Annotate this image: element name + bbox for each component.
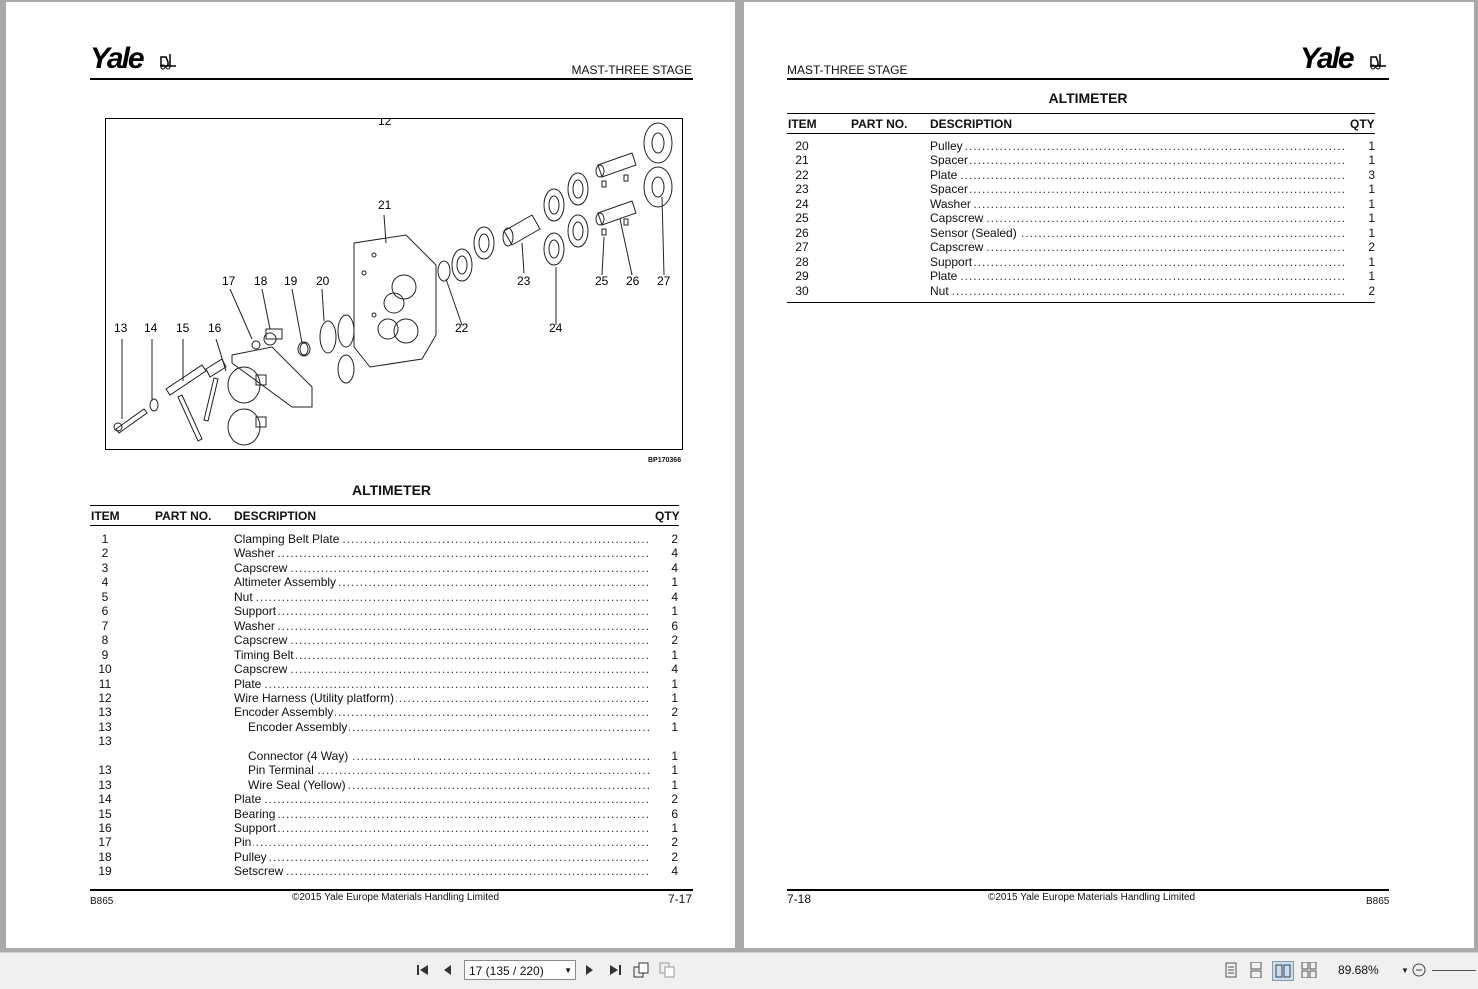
- table-row: [90, 705, 680, 719]
- row-qty: 4: [671, 662, 678, 677]
- row-description-text: Clamping Belt Plate: [234, 532, 340, 546]
- table-row: [787, 197, 1377, 211]
- row-description-text: Washer: [930, 196, 971, 211]
- callout-15: 15: [176, 321, 190, 335]
- callout-27: 27: [657, 274, 671, 288]
- table-header-rule: [90, 525, 679, 526]
- row-qty: 1: [1368, 153, 1375, 168]
- table-row: [787, 153, 1377, 167]
- table-row: [90, 807, 680, 821]
- table-row: [90, 677, 680, 691]
- row-description: [930, 182, 1346, 196]
- row-description-text: Support: [234, 821, 277, 835]
- row-description: [248, 749, 650, 763]
- row-description-text: Setscrew: [234, 864, 284, 879]
- table-row: [90, 850, 680, 864]
- callout-13: 13: [114, 321, 128, 335]
- footer-page-number: 7-18: [787, 892, 812, 906]
- row-description-text: Washer: [234, 618, 275, 633]
- callout-21: 21: [378, 198, 392, 212]
- table-row: [787, 255, 1377, 269]
- row-description: [930, 255, 1346, 269]
- row-item: 8: [101, 633, 109, 648]
- zoom-slider[interactable]: [1432, 970, 1476, 971]
- row-item: 15: [98, 806, 112, 821]
- row-description: [234, 590, 650, 604]
- table-row: [90, 532, 680, 546]
- table-row: [90, 619, 680, 633]
- row-description: [930, 197, 1346, 211]
- continuous-icon[interactable]: [1247, 961, 1265, 979]
- table-row: [90, 575, 680, 589]
- two-page-continuous-icon[interactable]: [1300, 961, 1318, 979]
- row-qty: 2: [671, 633, 678, 648]
- row-description: [248, 763, 650, 777]
- last-page-icon[interactable]: [606, 961, 624, 979]
- callout-25: 25: [595, 274, 609, 288]
- row-item: 12: [98, 690, 112, 705]
- row-description-text: Capscrew: [930, 211, 984, 226]
- row-description: [930, 153, 1346, 167]
- row-description: [930, 139, 1346, 153]
- row-qty: 1: [1368, 254, 1375, 269]
- row-qty: 2: [671, 849, 678, 864]
- row-description-text: Bearing: [234, 806, 276, 821]
- row-description-text: Spacer: [930, 153, 969, 168]
- row-item: 5: [101, 589, 109, 604]
- row-qty: 2: [1368, 283, 1375, 298]
- next-page-icon[interactable]: [581, 961, 599, 979]
- table-row: [787, 269, 1377, 283]
- row-qty: 1: [671, 676, 678, 691]
- table-row: [90, 691, 680, 705]
- zoom-level[interactable]: 89.68%: [1338, 963, 1379, 977]
- col-item: ITEM: [91, 509, 120, 523]
- row-qty: 6: [671, 806, 678, 821]
- table-header-rule: [787, 133, 1375, 134]
- row-qty: 2: [1368, 240, 1375, 255]
- row-description-text: Altimeter Assembly: [234, 575, 337, 590]
- callout-20: 20: [316, 274, 330, 288]
- row-description: [234, 561, 650, 575]
- row-description-text: Capscrew: [930, 240, 984, 255]
- row-description: [234, 792, 650, 806]
- row-description-text: Support: [930, 254, 973, 269]
- col-part: PART NO.: [155, 509, 212, 523]
- row-description-text: Wire Harness (Utility platform): [234, 690, 395, 705]
- row-item: 27: [795, 240, 809, 255]
- row-description-text: Sensor (Sealed): [930, 225, 1017, 240]
- table-row: [90, 792, 680, 806]
- row-qty: 6: [671, 618, 678, 633]
- row-qty: 2: [671, 705, 678, 720]
- row-description-text: Wire Seal (Yellow): [248, 777, 346, 792]
- table-row: [90, 720, 680, 734]
- row-item: 28: [795, 254, 809, 269]
- row-description-text: Plate: [930, 269, 958, 284]
- row-description-text: Spacer: [930, 182, 969, 197]
- callout-12: 12: [378, 119, 392, 128]
- table-row: [90, 590, 680, 604]
- row-item: 3: [101, 560, 109, 575]
- callout-22: 22: [455, 321, 469, 335]
- row-item: 13: [98, 734, 112, 749]
- footer-rule: [90, 889, 693, 891]
- callout-16: 16: [208, 321, 222, 335]
- section-title: MAST-THREE STAGE: [787, 63, 908, 77]
- table-row: [90, 763, 680, 777]
- table-row: [90, 604, 680, 618]
- row-item: 13: [98, 719, 112, 734]
- row-item: 21: [795, 153, 809, 168]
- table-row: [787, 168, 1377, 182]
- table-row: [787, 284, 1377, 298]
- first-page-icon[interactable]: [414, 961, 432, 979]
- row-qty: 1: [1368, 225, 1375, 240]
- table-row: [90, 662, 680, 676]
- row-item: 29: [795, 269, 809, 284]
- row-qty: 1: [671, 575, 678, 590]
- row-item: 13: [98, 763, 112, 778]
- row-description: [930, 240, 1346, 254]
- section-title: MAST-THREE STAGE: [571, 63, 692, 77]
- row-item: 14: [98, 792, 112, 807]
- table-top-rule: [90, 505, 679, 506]
- row-item: 2: [101, 546, 109, 561]
- row-description-text: Pin Terminal: [248, 763, 314, 778]
- row-item: 26: [795, 225, 809, 240]
- row-qty: 1: [671, 604, 678, 619]
- row-description: [234, 835, 650, 849]
- row-description: [234, 705, 650, 719]
- row-qty: 1: [671, 763, 678, 778]
- footer-code: B865: [90, 896, 114, 907]
- row-description-text: Pin: [234, 835, 252, 850]
- viewer-toolbar: [0, 952, 1478, 989]
- row-description: [234, 677, 650, 691]
- right-page: [744, 2, 1474, 948]
- row-item: 1: [101, 532, 109, 546]
- left-page: [6, 2, 735, 948]
- row-qty: 1: [1368, 211, 1375, 226]
- table-row: [787, 211, 1377, 225]
- row-qty: 1: [1368, 196, 1375, 211]
- row-description: [930, 168, 1346, 182]
- row-description: [234, 850, 650, 864]
- row-item: 7: [101, 618, 109, 633]
- row-item: 17: [98, 835, 112, 850]
- col-qty: QTY: [655, 509, 680, 523]
- row-description: [930, 226, 1346, 240]
- header-rule: [90, 78, 693, 80]
- copy-icon[interactable]: [658, 961, 676, 979]
- col-qty: QTY: [1350, 117, 1375, 131]
- table-row: [90, 648, 680, 662]
- row-description-text: Plate: [234, 676, 262, 691]
- row-description: [234, 546, 650, 560]
- row-description: [248, 778, 650, 792]
- table-row: [90, 749, 680, 763]
- row-item: 6: [101, 604, 109, 619]
- footer-rule: [787, 889, 1389, 891]
- footer-copyright: ©2015 Yale Europe Materials Handling Limited: [988, 892, 1196, 903]
- row-description-text: Connector (4 Way): [248, 748, 349, 763]
- row-description-text: Nut: [234, 589, 253, 604]
- row-description: [234, 662, 650, 676]
- row-item: 13: [98, 705, 112, 720]
- table-row: [787, 240, 1377, 254]
- callout-19: 19: [284, 274, 298, 288]
- row-description: [930, 211, 1346, 225]
- callout-14: 14: [144, 321, 158, 335]
- row-item: 11: [98, 676, 112, 691]
- row-description-text: Plate: [930, 167, 958, 182]
- col-desc: DESCRIPTION: [234, 509, 317, 523]
- row-item: 19: [98, 864, 112, 879]
- table-row: [90, 835, 680, 849]
- row-description-text: Capscrew: [234, 633, 288, 648]
- yale-logo: Yale: [90, 42, 143, 76]
- yale-logo: Yale: [1300, 42, 1353, 76]
- col-desc: DESCRIPTION: [930, 117, 1013, 131]
- row-description: [234, 532, 650, 546]
- exploded-parts-diagram: [105, 118, 683, 450]
- forklift-icon: [1368, 50, 1388, 70]
- row-description-text: Capscrew: [234, 560, 288, 575]
- table-bottom-rule: [787, 302, 1375, 303]
- row-qty: 1: [671, 821, 678, 835]
- figure-id: BP170366: [648, 457, 682, 464]
- row-qty: 4: [671, 589, 678, 604]
- table-row: [90, 734, 680, 748]
- prev-page-icon[interactable]: [438, 961, 456, 979]
- row-qty: 2: [671, 532, 678, 546]
- table-row: [787, 226, 1377, 240]
- row-description: [234, 807, 650, 821]
- row-qty: 2: [671, 792, 678, 807]
- row-qty: 1: [671, 690, 678, 705]
- row-qty: 1: [671, 748, 678, 763]
- table-row: [787, 182, 1377, 196]
- row-item: 22: [795, 167, 809, 182]
- row-description-text: Timing Belt: [234, 647, 294, 662]
- two-page-icon[interactable]: [1272, 961, 1294, 981]
- table-row: [90, 778, 680, 792]
- header-rule: [787, 78, 1389, 80]
- zoom-out-icon[interactable]: [1410, 961, 1428, 979]
- row-item: 18: [98, 849, 112, 864]
- callout-24: 24: [549, 321, 563, 335]
- row-description: [234, 633, 650, 647]
- row-description-text: Capscrew: [234, 662, 288, 677]
- row-description: [248, 720, 650, 734]
- row-item: 13: [98, 777, 112, 792]
- chevron-down-icon: ▼: [564, 966, 572, 975]
- table-row: [90, 821, 680, 835]
- row-description-text: Plate: [234, 792, 262, 807]
- row-description: [234, 604, 650, 618]
- forklift-icon: [158, 50, 178, 70]
- callout-17: 17: [222, 274, 236, 288]
- row-qty: 4: [671, 546, 678, 561]
- row-description: [234, 691, 650, 705]
- row-description: [234, 648, 650, 662]
- row-qty: 2: [671, 835, 678, 850]
- table-row: [90, 633, 680, 647]
- row-description: [930, 284, 1346, 298]
- table-top-rule: [787, 113, 1375, 114]
- row-item: 23: [795, 182, 809, 197]
- table-row: [90, 546, 680, 560]
- single-page-icon[interactable]: [1222, 961, 1240, 979]
- row-item: 16: [98, 821, 112, 835]
- zoom-dropdown-icon[interactable]: ▼: [1401, 965, 1409, 975]
- row-description: [930, 269, 1346, 283]
- footer-code: B865: [1366, 896, 1390, 907]
- row-qty: 4: [671, 864, 678, 879]
- row-description: [234, 575, 650, 589]
- callout-23: 23: [517, 274, 531, 288]
- row-qty: 1: [671, 719, 678, 734]
- row-description-text: Pulley: [234, 849, 267, 864]
- row-qty: 1: [1368, 182, 1375, 197]
- table-row: [787, 139, 1377, 153]
- footer-copyright: ©2015 Yale Europe Materials Handling Limited: [292, 892, 500, 903]
- row-description-text: Encoder Assembly: [234, 705, 334, 720]
- row-qty: 1: [1368, 139, 1375, 153]
- col-part: PART NO.: [851, 117, 908, 131]
- col-item: ITEM: [788, 117, 817, 131]
- callout-26: 26: [626, 274, 640, 288]
- row-description-text: Encoder Assembly: [248, 719, 348, 734]
- row-item: 10: [98, 662, 112, 677]
- footer-page-number: 7-17: [668, 892, 693, 906]
- row-description-text: Washer: [234, 546, 275, 561]
- row-item: 30: [795, 283, 809, 298]
- row-description: [234, 864, 650, 878]
- callout-18: 18: [254, 274, 268, 288]
- row-description-text: Support: [234, 604, 277, 619]
- row-item: 20: [795, 139, 809, 153]
- table-row: [90, 864, 680, 878]
- row-description-text: Nut: [930, 283, 949, 298]
- table-title: ALTIMETER: [351, 482, 432, 498]
- row-item: 4: [101, 575, 109, 590]
- page-select[interactable]: 17 (135 / 220) ▼: [464, 960, 576, 980]
- table-row: [90, 561, 680, 575]
- row-description-text: Pulley: [930, 139, 963, 153]
- row-qty: 4: [671, 560, 678, 575]
- row-qty: 1: [1368, 269, 1375, 284]
- table-title: ALTIMETER: [1048, 90, 1128, 106]
- row-item: 24: [795, 196, 809, 211]
- row-item: 9: [101, 647, 109, 662]
- row-description: [234, 619, 650, 633]
- row-qty: 1: [671, 647, 678, 662]
- row-item: 25: [795, 211, 809, 226]
- row-qty: 3: [1368, 167, 1375, 182]
- row-qty: 1: [671, 777, 678, 792]
- rotate-icon[interactable]: [632, 961, 650, 979]
- row-description: [234, 821, 650, 835]
